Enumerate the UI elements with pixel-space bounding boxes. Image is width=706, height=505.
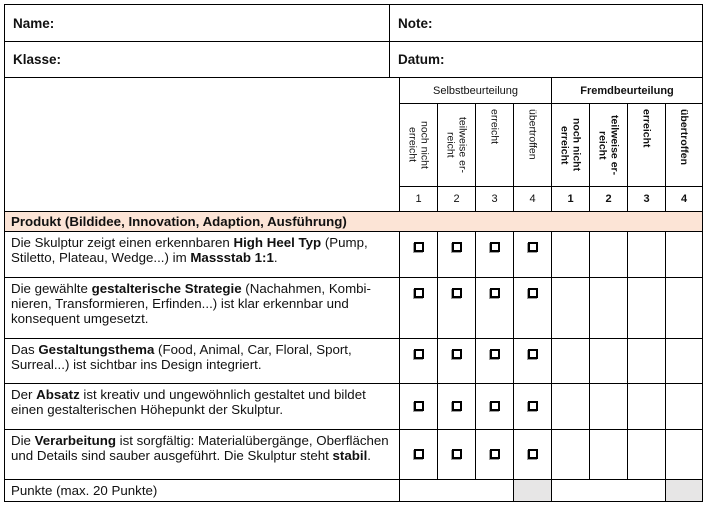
external-level-2-number: 2 bbox=[590, 187, 628, 212]
datum-label: Datum: bbox=[398, 52, 445, 67]
self-assessment-header bbox=[400, 78, 552, 104]
external-level-3-number: 3 bbox=[628, 187, 666, 212]
self-rating-cell bbox=[514, 278, 552, 339]
criterion-text: Die Skulptur zeigt einen erkennbaren High Heel Typ (Pump, Stiletto, Plateau, Wedge...) im Massstab 1:1. bbox=[5, 232, 400, 278]
external-rating-cell bbox=[590, 232, 628, 278]
note-field-cell[interactable] bbox=[390, 5, 703, 42]
level-label: übertroffen bbox=[526, 109, 539, 160]
self-rating-cell bbox=[514, 232, 552, 278]
self-rating-cell bbox=[438, 430, 476, 480]
checkbox-icon[interactable] bbox=[452, 349, 462, 359]
self-level-2-header bbox=[438, 104, 476, 187]
checkbox-icon[interactable] bbox=[414, 288, 424, 298]
checkbox-icon[interactable] bbox=[414, 449, 424, 459]
checkbox-icon[interactable] bbox=[528, 401, 538, 411]
level-label: noch nicht erreicht bbox=[406, 121, 431, 169]
datum-field-cell[interactable] bbox=[390, 42, 703, 78]
external-rating-cell bbox=[590, 384, 628, 430]
self-rating-cell bbox=[476, 430, 514, 480]
self-rating-cell bbox=[514, 339, 552, 384]
criterion-text: Der Absatz ist kreativ und ungewöhnlich gestaltet und bildet einen gestalterischen Höhepunkt der Skulptur. bbox=[5, 384, 400, 430]
criterion-text: Das Gestaltungsthema (Food, Animal, Car, Floral, Sport, Surreal...) ist sichtbar ins Design integriert. bbox=[5, 339, 400, 384]
self-rating-cell bbox=[476, 278, 514, 339]
header-empty-cell bbox=[5, 78, 400, 212]
external-rating-cell bbox=[666, 232, 703, 278]
name-label: Name: bbox=[13, 15, 55, 31]
self-rating-cell bbox=[400, 384, 438, 430]
checkbox-icon[interactable] bbox=[528, 449, 538, 459]
section-title-cell bbox=[5, 212, 703, 232]
external-rating-cell bbox=[666, 430, 703, 480]
external-rating-cell bbox=[552, 278, 590, 339]
self-rating-cell bbox=[438, 278, 476, 339]
external-level-1-header bbox=[552, 104, 590, 187]
external-rating-cell bbox=[590, 278, 628, 339]
self-rating-cell bbox=[438, 384, 476, 430]
self-rating-cell bbox=[400, 339, 438, 384]
points-label: Punkte (max. 20 Punkte) bbox=[11, 483, 158, 498]
level-label: teilweise erreicht bbox=[596, 114, 621, 176]
self-rating-cell bbox=[476, 384, 514, 430]
assessment-table bbox=[4, 4, 703, 502]
checkbox-icon[interactable] bbox=[452, 288, 462, 298]
external-rating-cell bbox=[666, 384, 703, 430]
external-rating-cell bbox=[552, 430, 590, 480]
criterion-row bbox=[5, 232, 703, 278]
name-field-cell[interactable] bbox=[5, 5, 390, 42]
external-level-2-header bbox=[590, 104, 628, 187]
external-rating-cell bbox=[666, 339, 703, 384]
self-level-3-number: 3 bbox=[476, 187, 514, 212]
level-label: erreicht bbox=[488, 109, 501, 145]
external-rating-cell bbox=[590, 339, 628, 384]
external-level-3-header bbox=[628, 104, 666, 187]
self-level-3-header bbox=[476, 104, 514, 187]
external-rating-cell bbox=[552, 339, 590, 384]
self-assessment-label: Selbstbeurteilung bbox=[432, 84, 518, 97]
criterion-row bbox=[5, 278, 703, 339]
klasse-datum-row bbox=[5, 42, 703, 78]
criterion-row bbox=[5, 430, 703, 480]
checkbox-icon[interactable] bbox=[490, 401, 500, 411]
criterion-text: Die Verarbeitung ist sorgfältig: Materialübergänge, Oberflächen und Details sind sauber ausgeführt. Die Skulptur steht stabil. bbox=[5, 430, 400, 480]
self-level-1-number: 1 bbox=[400, 187, 438, 212]
klasse-field-cell[interactable] bbox=[5, 42, 390, 78]
checkbox-icon[interactable] bbox=[528, 288, 538, 298]
self-rating-cell bbox=[438, 339, 476, 384]
self-rating-cell bbox=[400, 278, 438, 339]
external-assessment-header bbox=[552, 78, 703, 104]
points-label-cell bbox=[5, 480, 400, 502]
points-row bbox=[5, 480, 703, 502]
checkbox-icon[interactable] bbox=[490, 349, 500, 359]
external-rating-cell bbox=[628, 339, 666, 384]
self-level-1-header bbox=[400, 104, 438, 187]
points-external-entry-cell[interactable] bbox=[552, 480, 666, 502]
self-rating-cell bbox=[438, 232, 476, 278]
checkbox-icon[interactable] bbox=[490, 242, 500, 252]
klasse-label: Klasse: bbox=[13, 52, 62, 67]
criterion-row bbox=[5, 384, 703, 430]
checkbox-icon[interactable] bbox=[490, 288, 500, 298]
points-self-entry-cell[interactable] bbox=[400, 480, 514, 502]
external-rating-cell bbox=[628, 278, 666, 339]
note-label: Note: bbox=[398, 15, 433, 31]
self-rating-cell bbox=[514, 384, 552, 430]
level-label: erreicht bbox=[640, 109, 653, 148]
self-rating-cell bbox=[400, 430, 438, 480]
external-level-4-number: 4 bbox=[666, 187, 703, 212]
name-note-row bbox=[5, 5, 703, 42]
self-level-4-header bbox=[514, 104, 552, 187]
checkbox-icon[interactable] bbox=[452, 449, 462, 459]
external-rating-cell bbox=[552, 232, 590, 278]
external-rating-cell bbox=[666, 278, 703, 339]
level-label: teilweise erreicht bbox=[444, 116, 469, 174]
assessment-type-header-row bbox=[5, 78, 703, 104]
points-self-shaded-cell bbox=[514, 480, 552, 502]
self-rating-cell bbox=[400, 232, 438, 278]
self-level-4-number: 4 bbox=[514, 187, 552, 212]
external-level-4-header bbox=[666, 104, 703, 187]
checkbox-icon[interactable] bbox=[414, 401, 424, 411]
external-rating-cell bbox=[552, 384, 590, 430]
section-header-row bbox=[5, 212, 703, 232]
checkbox-icon[interactable] bbox=[490, 449, 500, 459]
checkbox-icon[interactable] bbox=[414, 349, 424, 359]
points-external-shaded-cell bbox=[666, 480, 703, 502]
level-label: noch nicht erreicht bbox=[558, 118, 583, 172]
self-rating-cell bbox=[476, 232, 514, 278]
checkbox-icon[interactable] bbox=[528, 242, 538, 252]
checkbox-icon[interactable] bbox=[452, 242, 462, 252]
external-rating-cell bbox=[628, 430, 666, 480]
external-rating-cell bbox=[628, 384, 666, 430]
external-rating-cell bbox=[590, 430, 628, 480]
criterion-text: Die gewählte gestalterische Strategie (Nachahmen, Kombinieren, Transformieren, Erfinden...) ist klar erkennbar und konsequent umgesetzt. bbox=[5, 278, 400, 339]
level-label: übertroffen bbox=[678, 109, 691, 165]
checkbox-icon[interactable] bbox=[528, 349, 538, 359]
section-title: Produkt (Bildidee, Innovation, Adaption, Ausführung) bbox=[11, 214, 347, 229]
checkbox-icon[interactable] bbox=[452, 401, 462, 411]
external-assessment-label: Fremdbeurteilung bbox=[580, 84, 674, 97]
checkbox-icon[interactable] bbox=[414, 242, 424, 252]
external-level-1-number: 1 bbox=[552, 187, 590, 212]
self-rating-cell bbox=[514, 430, 552, 480]
self-level-2-number: 2 bbox=[438, 187, 476, 212]
criterion-row bbox=[5, 339, 703, 384]
self-rating-cell bbox=[476, 339, 514, 384]
external-rating-cell bbox=[628, 232, 666, 278]
